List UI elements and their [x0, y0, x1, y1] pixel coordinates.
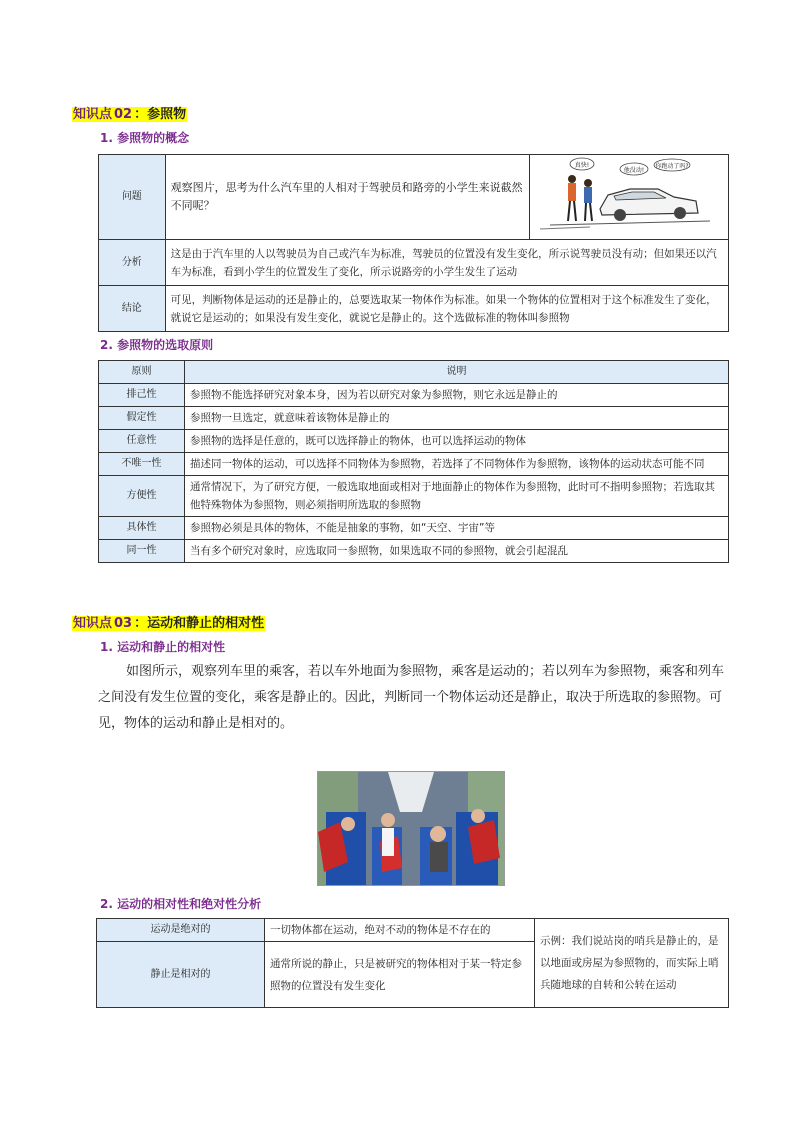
principle-row — [99, 384, 729, 407]
analysis-example: 示例：我们说站岗的哨兵是静止的，是以地面或房屋为参照物的，而实际上哨兵随地球的自转和公转在运动 — [535, 919, 729, 1008]
principle-desc: 参照物必须是具体的物体，不能是抽象的事物，如“天空、宇宙”等 — [185, 517, 729, 540]
principle-header: 说明 — [185, 361, 729, 384]
concept-text: 这是由于汽车里的人以驾驶员为自己或汽车为标准，驾驶员的位置没有发生变化，所示说驾驶员没有动；但如果还以汽车为标准，看到小学生的位置发生了变化，所示说路旁的小学生发生了运动 — [165, 240, 728, 286]
bubble-2: 他没动! — [623, 167, 645, 174]
principle-row — [99, 540, 729, 563]
analysis-text-absolute: 一切物体都在运动，绝对不动的物体是不存在的 — [265, 919, 535, 942]
principle-desc: 当有多个研究对象时，应选取同一参照物，如果选取不同的参照物，就会引起混乱 — [185, 540, 729, 563]
concept-row-question — [99, 155, 729, 240]
principle-row — [99, 453, 729, 476]
principle-row — [99, 430, 729, 453]
analysis-label-relative: 静止是相对的 — [97, 942, 265, 1008]
principle-header-row — [99, 361, 729, 384]
principle-name: 排己性 — [99, 384, 185, 407]
train-passengers-photo — [317, 771, 505, 886]
kp02-title: ：参照物 — [134, 107, 187, 122]
analysis-label-absolute: 运动是绝对的 — [97, 919, 265, 942]
principle-name: 具体性 — [99, 517, 185, 540]
principle-header: 原则 — [99, 361, 185, 384]
concept-row-analysis — [99, 240, 729, 286]
principle-row — [99, 407, 729, 430]
concept-text: 观察图片，思考为什么汽车里的人相对于驾驶员和路旁的小学生来说截然不同呢？ — [165, 155, 529, 240]
sketch-cell — [530, 155, 729, 240]
concept-text: 可见，判断物体是运动的还是静止的，总要选取某一物体作为标准。如果一个物体的位置相对于这个标准发生了变化，就说它是运动的；如果没有发生变化，就说它是静止的。这个选做标准的物体叫参照物 — [165, 286, 728, 332]
kp02-heading — [72, 103, 187, 122]
concept-row-conclusion — [99, 286, 729, 332]
principle-name: 不唯一性 — [99, 453, 185, 476]
analysis-text-relative: 通常所说的静止，只是被研究的物体相对于某一特定参照物的位置没有发生变化 — [265, 942, 535, 1008]
principle-desc: 参照物一旦选定，就意味着该物体是静止的 — [185, 407, 729, 430]
kp02-num: 02 — [114, 107, 133, 122]
concept-label: 分析 — [99, 240, 166, 286]
principle-name: 方便性 — [99, 476, 185, 517]
concept-label: 问题 — [99, 155, 166, 240]
kp03-num: 03 — [114, 616, 133, 631]
concept-label: 结论 — [99, 286, 166, 332]
analysis-table — [96, 918, 729, 1008]
principle-name: 假定性 — [99, 407, 185, 430]
kp03-paragraph: 如图所示，观察列车里的乘客，若以车外地面为参照物，乘客是运动的；若以列车为参照物，乘客和列车之间没有发生位置的变化，乘客是静止的。因此，判断同一个物体运动还是静止，取决于所选取的参照物。可见，物体的运动和静止是相对的。 — [98, 664, 725, 731]
principle-table — [98, 360, 729, 563]
principle-desc: 参照物的选择是任意的，既可以选择静止的物体，也可以选择运动的物体 — [185, 430, 729, 453]
principle-desc: 描述同一物体的运动，可以选择不同物体为参照物，若选择了不同物体作为参照物，该物体的运动状态可能不同 — [185, 453, 729, 476]
principle-row — [99, 517, 729, 540]
concept-table — [98, 154, 729, 332]
kp03-heading — [72, 612, 265, 631]
kp02-prefix: 知识点 — [73, 107, 113, 122]
car-sketch-image — [530, 155, 726, 233]
kp02-sub1: 1. 参照物的概念 — [100, 131, 190, 145]
principle-name: 同一性 — [99, 540, 185, 563]
kp03-title: ：运动和静止的相对性 — [134, 616, 265, 631]
kp03-sub2: 2. 运动的相对性和绝对性分析 — [100, 897, 262, 911]
principle-row — [99, 476, 729, 517]
principle-desc: 通常情况下，为了研究方便，一般选取地面或相对于地面静止的物体作为参照物，此时可不指明参照物；若选取其他特殊物体为参照物，则必须指明所选取的参照物 — [185, 476, 729, 517]
kp03-prefix: 知识点 — [73, 616, 113, 631]
principle-name: 任意性 — [99, 430, 185, 453]
bubble-1: 真快! — [574, 162, 590, 169]
bubble-3: 你跑动了吗? — [655, 163, 689, 170]
kp03-sub1: 1. 运动和静止的相对性 — [100, 640, 226, 654]
principle-desc: 参照物不能选择研究对象本身，因为若以研究对象为参照物，则它永远是静止的 — [185, 384, 729, 407]
analysis-row-1 — [97, 919, 729, 942]
kp02-sub2: 2. 参照物的选取原则 — [100, 338, 214, 352]
